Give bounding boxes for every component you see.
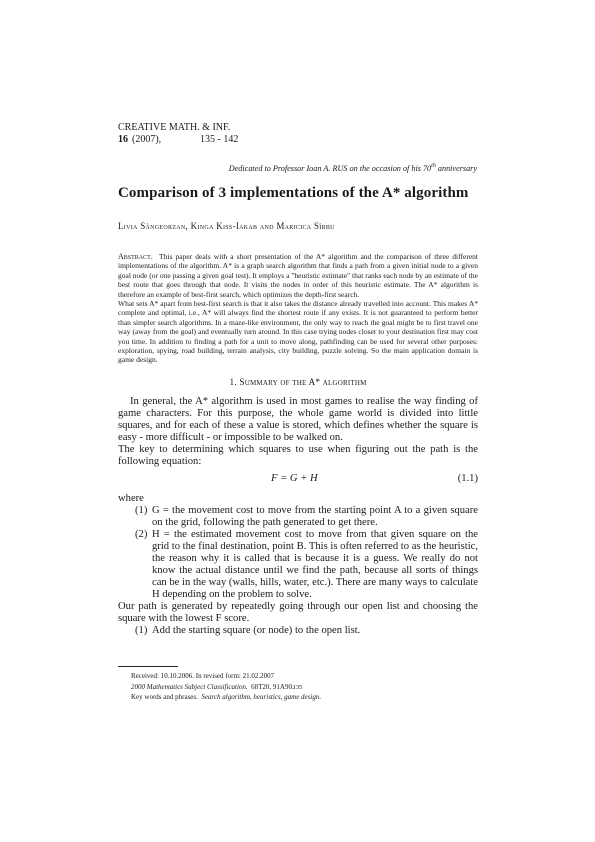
dedication-text: Dedicated to Professor Ioan A. RUS on the occasion of his 70: [228, 164, 432, 173]
footnote-divider: [118, 666, 178, 667]
body-paragraph-1: In general, the A* algorithm is used in most games to realise the way finding of game characters. For this purpose, the whole game world is divided into little squares, and for each of these a value is stored, which defines whether the square is easy - more difficult - or impossible to be walked on.: [118, 396, 478, 443]
list-item-text: G = the movement cost to move from the starting point A to a given square on the grid, following the path generated to get there.: [152, 505, 478, 528]
footnote-msc-label: 2000 Mathematics Subject Classification.: [131, 682, 248, 691]
dedication-tail: anniversary: [435, 164, 477, 173]
body-paragraph-3: Our path is generated by repeatedly going through our open list and choosing the square with the lowest F score.: [118, 601, 478, 624]
footnote-keywords-label: Key words and phrases.: [131, 693, 198, 701]
body-paragraph-2: The key to determining which squares to use when figuring out the path is the following equation:: [118, 444, 478, 467]
footnote-keywords-value: Search algorithm, heuristics, game design.: [201, 693, 322, 701]
journal-year: (2007),: [132, 134, 162, 145]
body-text: [118, 396, 478, 637]
list-item-number: (2): [135, 529, 148, 540]
list-item-text: H = the estimated movement cost to move from that given square on the grid to the final destination, point B. This is often referred to as the heuristic, the reason why it is called that is because it is a guess. We really do not know the actual distance until we find the path, because all sorts of things can be in the way (walls, hills, water, etc.). There are many ways to calculate H depending on the problem to solve.: [152, 529, 478, 600]
journal-pages: 135 - 142: [200, 134, 239, 145]
list-item: [118, 529, 478, 601]
list-item: [118, 625, 478, 637]
footnote-received: Received: 10.10.2006. In revised form: 21.02.2007: [131, 672, 275, 680]
abstract-label: Abstract.: [118, 252, 153, 261]
footnote-msc-value: 68T20, 91A90.: [251, 682, 294, 691]
equation-number: (1.1): [457, 473, 478, 484]
journal-volume: 16: [118, 134, 128, 145]
equation: [118, 470, 478, 490]
abstract-paragraph-2: What sets A* apart from best-first search is that it also takes the distance already travelled into account. This makes A* complete and optimal, i.e., A* will always find the shortest route if any exists. It is not guaranteed to perform better than simpler search algorithms. In a maze-like environment, the only way to reach the goal might be to first travel one way (away from the goal) and eventually turn around. In this case trying nodes closer to your destination first may cost you time. In addition to finding a path for a unit to move along, pathfinding can be used for several other purposes: exploration, spying, road building, terrain analysis, city building, puzzle solving. So the main application domain is game design.: [118, 299, 478, 365]
dedication: [229, 163, 477, 173]
paper-authors: Livia Sângeorzan, Kinga Kiss-Iakab and Maricica Sîrbu: [118, 221, 335, 231]
list-item-number: (1): [135, 625, 148, 636]
paper-title: Comparison of 3 implementations of the A* algorithm: [118, 185, 469, 201]
list-item-text: Add the starting square (or node) to the open list.: [152, 625, 361, 636]
journal-header: [118, 122, 238, 146]
journal-name: CREATIVE MATH. & INF.: [118, 122, 231, 133]
where-label: where: [118, 493, 144, 504]
equation-formula: F = G + H: [271, 473, 318, 484]
footnote-keywords: [131, 692, 321, 703]
section-heading: 1. Summary of the A* algorithm: [229, 378, 367, 388]
abstract: [118, 252, 478, 365]
abstract-paragraph-1: This paper deals with a short presentation of the A* algorithm and the comparison of three different implementations of the algorithm. A* is a graph search algorithm that finds a path from a given initial node to a given goal node (or one passing a given goal test). It employs a "heuristic estimate" that ranks each node by an estimate of the best route that goes through that node. It visits the nodes in order of this heuristic estimate. The A* algorithm is therefore an example of best-first search, which optimizes the depth-first search.: [118, 252, 478, 299]
dedication-superscript: th: [431, 163, 436, 169]
list-item: [118, 505, 478, 529]
page-number: 135: [292, 684, 303, 691]
list-item-number: (1): [135, 505, 148, 516]
